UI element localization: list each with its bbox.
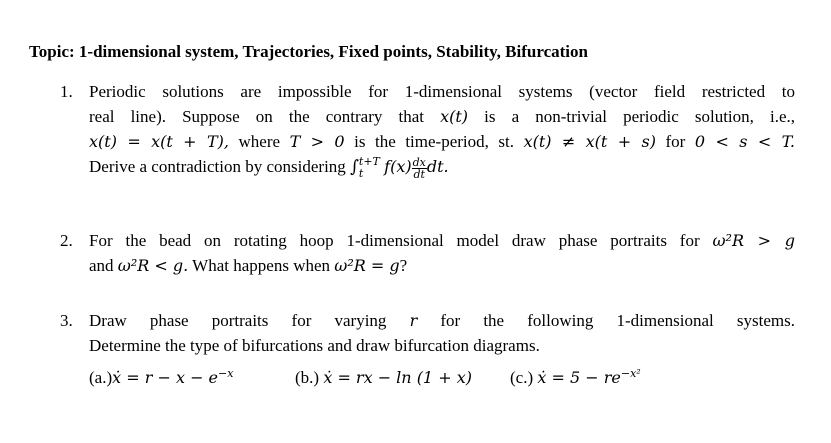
question-number: 2. (60, 231, 73, 250)
q3-line-2: Determine the type of bifurcations and draw bifurcation diagrams. (89, 336, 540, 355)
question-number: 3. (60, 311, 73, 330)
integral-sign: ∫ (350, 157, 359, 177)
integral-limits: t+T t (358, 155, 380, 181)
question-number: 1. (60, 82, 73, 101)
equation-b: (b.) ẋ = rx − ln (1 + x) (295, 368, 472, 387)
question-2 (60, 228, 795, 278)
q3-line-1: Draw phase portraits for varying r for the following 1-dimensional systems. (89, 311, 795, 330)
fraction-dxdt: $\frac{dx}{dt}$ (412, 156, 426, 181)
math-nontrivial: x(t) ≠ x(t + s) (523, 132, 656, 151)
question-3 (60, 308, 795, 390)
q1-line-2: real line). Suppose on the contrary that x(t) is a non-trivial periodic solution, i.e., (89, 107, 796, 126)
math-r: r (409, 311, 418, 330)
q1-line-4: Derive a contradiction by considering ∫ t+T t f(x) $\frac{dx}{dt}$ dt. (89, 155, 449, 181)
math-omega-eq: ω²R = g (334, 256, 400, 275)
topic-heading: Topic: 1-dimensional system, Trajectories, Fixed points, Stability, Bifurcation (29, 42, 588, 61)
math-s-range: 0 < s < T. (694, 132, 796, 151)
math-omega-lt: ω²R < g. (117, 256, 189, 275)
equation-a: (a.)ẋ = $r - x - e^{-x}$ (89, 367, 234, 387)
q1-line-1: Periodic solutions are impossible for 1-dimensional systems (vector field restricted to (89, 82, 795, 101)
q2-line-1: For the bead on rotating hoop 1-dimensional model draw phase portraits for ω²R > g (89, 231, 796, 250)
question-1 (60, 79, 795, 180)
math-periodic: x(t) = x(t + T), (89, 132, 229, 151)
q3-equations (89, 361, 795, 390)
math-xt: x(t) (440, 107, 469, 126)
q2-line-2: and ω²R < g. What happens when ω²R = g? (89, 256, 408, 275)
math-T-positive: T > 0 (289, 132, 345, 151)
math-dt: dt. (426, 157, 449, 176)
equation-c: (c.) ẋ = $5 - re^{-x^2}$ (510, 367, 641, 387)
math-omega-gt: ω²R > g (712, 231, 796, 250)
math-fx: f(x) (384, 157, 412, 176)
q1-line-3: x(t) = x(t + T), where T > 0 is the time-period, st. x(t) ≠ x(t + s) for 0 < s < T. (89, 132, 796, 151)
